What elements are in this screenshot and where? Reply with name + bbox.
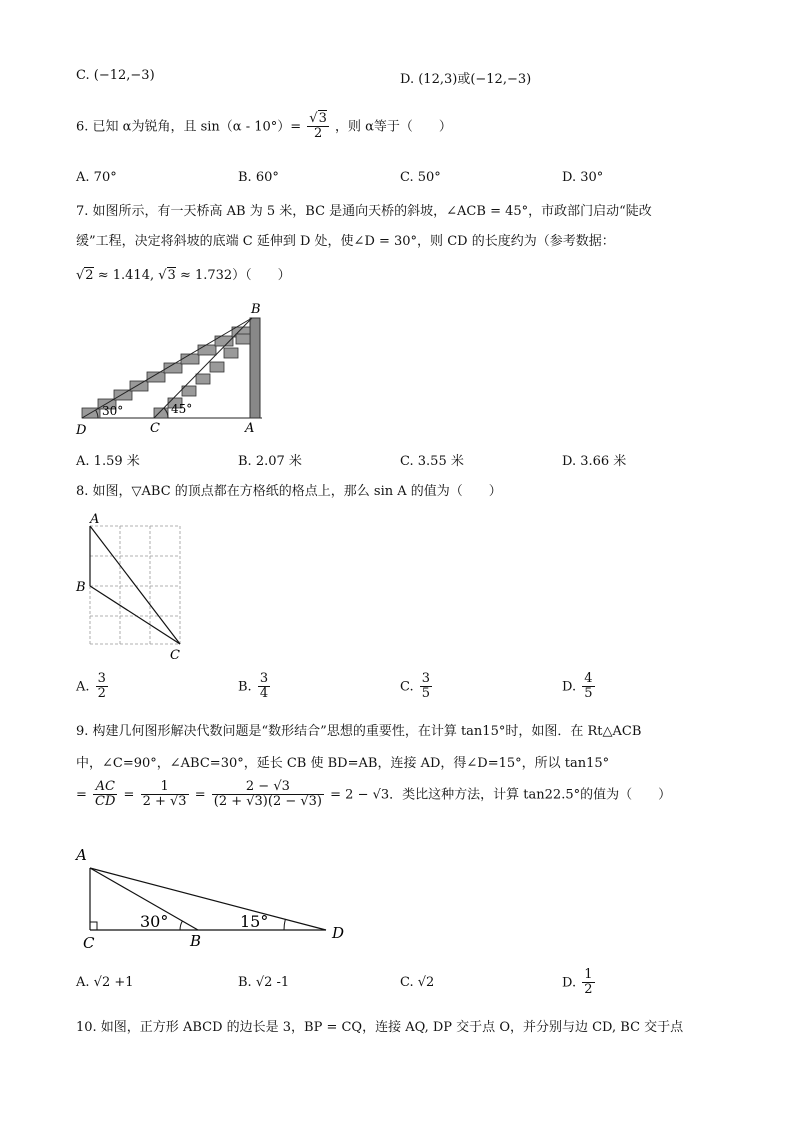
angle-arc-d (284, 919, 285, 930)
option-value: (12,3)或(−12,−3) (418, 72, 532, 87)
frac-den: 2 + √3 (142, 794, 187, 810)
option-label: D. (562, 170, 577, 185)
angle-label-30: 30° (140, 912, 169, 931)
option-value: 70° (93, 170, 117, 185)
option-label: A. (76, 170, 90, 185)
option-label: C. (400, 679, 414, 695)
q9-option-a (76, 975, 134, 990)
option-fraction (420, 672, 432, 702)
q6-prefix: 6. 已知 α为锐角，且 sin（α - 10°）= (76, 119, 302, 135)
option-label: D. (562, 975, 577, 991)
point-label-b: B (190, 932, 202, 950)
angle-arc-b (180, 921, 182, 930)
option-value: 2.07 米 (255, 454, 302, 469)
option-fraction (582, 672, 594, 702)
q7-option-c (400, 450, 464, 469)
option-label: C. (400, 170, 414, 185)
q7-approx-1: ≈ 1.414, (97, 268, 155, 283)
side-bc (90, 586, 180, 644)
q5-option-c (76, 68, 155, 83)
slope-db (82, 318, 252, 418)
option-label: C. (400, 975, 414, 990)
option-value: √2 -1 (255, 975, 290, 990)
eq-suffix: ．类比这种方法，计算 tan22.5°的值为（ ） (389, 787, 672, 803)
option-label: B. (238, 975, 252, 990)
option-value: √2 +1 (93, 975, 134, 990)
angle-label-15: 15° (240, 912, 269, 931)
q9-triangle-figure (70, 842, 360, 954)
option-value: √2 (417, 975, 435, 990)
point-label-c: C (170, 648, 180, 663)
option-label: C. (76, 68, 90, 83)
frac-den: 5 (584, 686, 593, 702)
q7-line-1: 7. 如图所示，有一天桥高 AB 为 5 米，BC 是通向天桥的斜坡，∠ACB = 45°，市政部门启动“陡改 (76, 204, 652, 219)
point-label-c: C (150, 421, 160, 436)
point-label-d: D (76, 423, 87, 438)
q6-fraction: $\frac{√3}{2}$ (309, 111, 327, 142)
option-label: D. (562, 679, 577, 695)
q8-option-b (238, 672, 272, 702)
frac-num: 1 (141, 780, 189, 795)
q6-frac-num: 3 (318, 111, 327, 126)
point-label-c: C (83, 934, 95, 952)
frac-num: 1 (584, 967, 593, 982)
q6-frac-den: 2 (313, 126, 323, 142)
q7-approx-2: ≈ 1.732）（ ） (179, 268, 291, 283)
q7-sqrt2: 2 (85, 268, 94, 283)
point-label-a: A (245, 421, 255, 436)
option-value: 3.55 米 (417, 454, 464, 469)
point-label-a: A (76, 846, 87, 864)
q7-staircase-figure (70, 298, 270, 438)
frac-den: (2 + √3)(2 − √3) (213, 794, 323, 810)
option-value: 50° (417, 170, 441, 185)
q8-stem: 8. 如图，▽ABC 的顶点都在方格纸的格点上，那么 sin A 的值为（ ） (76, 484, 502, 499)
pillar-ab (250, 318, 260, 418)
q7-line-2: 缓”工程，决定将斜坡的底端 C 延伸到 D 处，使∠D = 30°，则 CD 的长度约为（参考数据： (76, 234, 615, 249)
frac-num: 4 (584, 671, 593, 686)
angle-label-45: 45° (171, 402, 193, 416)
frac-den: 5 (421, 686, 431, 702)
frac-num: 3 (421, 671, 431, 686)
option-value: 1.59 米 (93, 454, 140, 469)
q7-line-3: √2 ≈ 1.414, √3 ≈ 1.732）（ ） (76, 268, 291, 283)
q8-option-c (400, 672, 434, 702)
q9-option-b (238, 975, 289, 990)
option-label: D. (562, 454, 577, 469)
frac-den: CD (95, 794, 116, 810)
q5-option-d (400, 68, 531, 87)
option-value: (−12,−3) (93, 68, 155, 83)
side-ac (90, 526, 180, 644)
option-fraction (582, 968, 594, 998)
point-label-a: A (90, 512, 100, 527)
q7-option-d (562, 450, 626, 469)
q6-option-d (562, 170, 603, 185)
frac-num: AC (93, 780, 117, 795)
option-label: A. (76, 679, 90, 695)
point-label-b: B (76, 580, 86, 595)
q8-grid-figure (70, 508, 190, 664)
q9-option-d (562, 968, 597, 998)
option-value: 60° (255, 170, 279, 185)
option-label: D. (400, 72, 415, 87)
eq-prefix: = (76, 787, 87, 803)
q7-sqrt3: 3 (167, 268, 176, 283)
option-value: 30° (580, 170, 604, 185)
q7-option-a (76, 450, 140, 469)
q10-stem: 10. 如图，正方形 ABCD 的边长是 3，BP = CQ，连接 AQ, DP 交于点 O，并分别与边 CD, BC 交于点 (76, 1020, 684, 1035)
option-fraction (96, 672, 108, 702)
right-angle-mark (90, 922, 97, 930)
point-label-d: D (332, 924, 345, 942)
q6-suffix: ，则 α等于（ ） (335, 119, 452, 135)
option-label: A. (76, 975, 90, 990)
option-label: B. (238, 679, 252, 695)
eq-frac-3 (212, 780, 324, 810)
option-fraction (258, 672, 270, 702)
q7-option-b (238, 450, 302, 469)
option-label: B. (238, 454, 252, 469)
q6-option-a (76, 170, 117, 185)
frac-den: 4 (259, 686, 269, 702)
point-label-b: B (251, 302, 261, 317)
q9-equation: = $\frac{AC}{CD}$ = $\frac{1}{2 + √3}$ = $\frac{2 - √3}{(2 + √3)(2 - √3)}$ = 2 − √3．类比这种方法，计算 tan22.5°的值为（ ） (76, 779, 672, 810)
question-6-stem (76, 112, 452, 142)
frac-num: 3 (259, 671, 269, 686)
q9-line-2: 中，∠C=90°，∠ABC=30°，延长 CB 使 BD=AB，连接 AD，得∠D=15°，所以 tan15° (76, 756, 610, 771)
q6-option-c (400, 170, 441, 185)
q9-line-1: 9. 构建几何图形解决代数问题是“数形结合”思想的重要性，在计算 tan15°时，如图．在 Rt△ACB (76, 724, 642, 739)
angle-label-30: 30° (102, 404, 124, 418)
frac-num: 3 (97, 671, 106, 686)
q8-option-a (76, 672, 110, 702)
option-label: B. (238, 170, 252, 185)
eq-result: = 2 − √3 (330, 787, 390, 803)
eq-frac-1 (93, 780, 117, 810)
option-value: 3.66 米 (580, 454, 627, 469)
eq-frac-2 (141, 780, 189, 810)
frac-den: 2 (97, 686, 106, 702)
side-ad (90, 868, 326, 930)
frac-num: 2 − √3 (212, 780, 324, 795)
option-label: C. (400, 454, 414, 469)
option-label: A. (76, 454, 90, 469)
q6-option-b (238, 170, 279, 185)
q8-option-d (562, 672, 597, 702)
q9-option-c (400, 975, 434, 990)
frac-den: 2 (584, 982, 593, 998)
